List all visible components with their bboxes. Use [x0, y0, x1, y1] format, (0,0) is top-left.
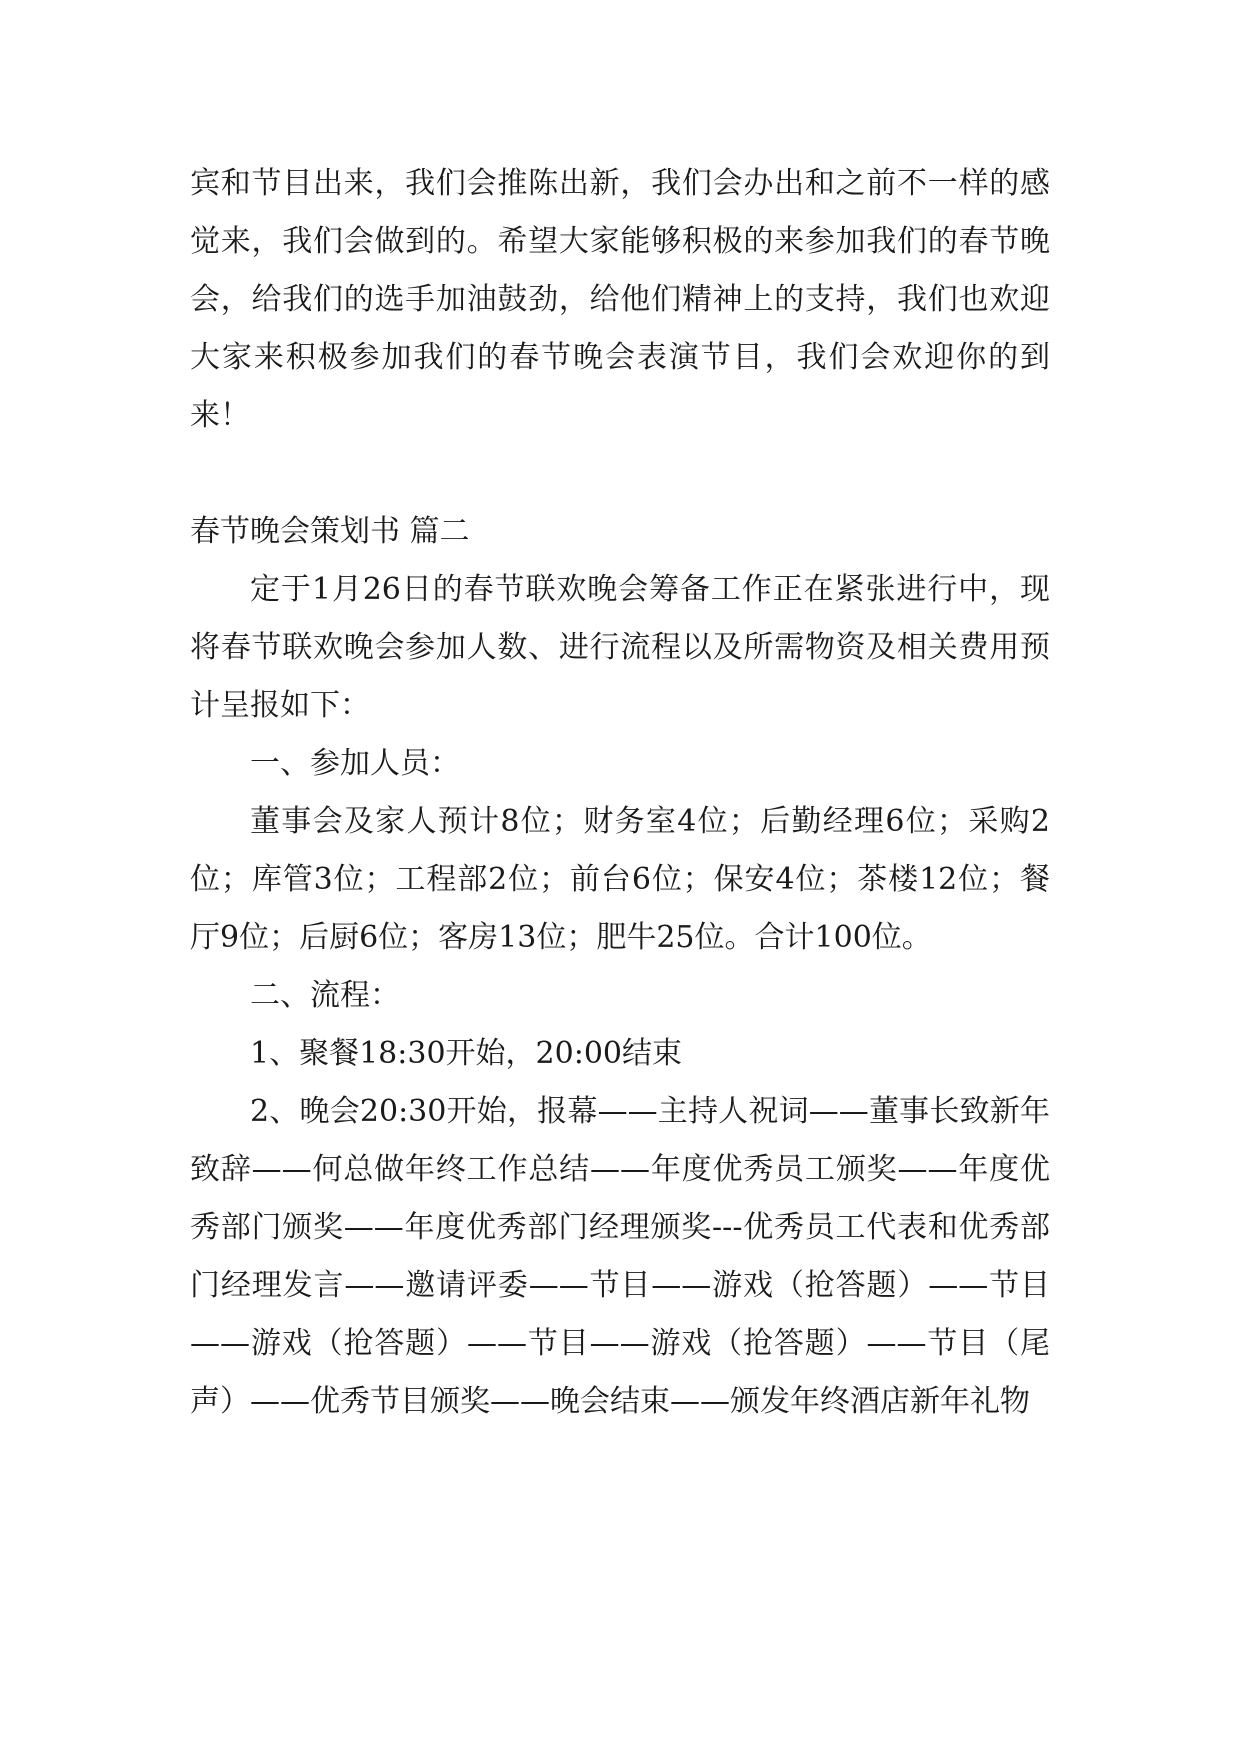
paragraph-schedule-intro: 定于1月26日的春节联欢晚会筹备工作正在紧张进行中，现将春节联欢晚会参加人数、进行流程以及所需物资及相关费用预计呈报如下： — [190, 572, 1050, 723]
section-title: 春节晚会策划书 篇二 — [190, 514, 470, 549]
document-body — [190, 155, 1050, 1431]
heading-participants: 一、参加人员： — [250, 746, 460, 781]
paragraph-participants: 董事会及家人预计8位；财务室4位；后勤经理6位；采购2位；库管3位；工程部2位；前台6位；保安4位；茶楼12位；餐厅9位；后厨6位；客房13位；肥牛25位。合计100位。 — [190, 804, 1050, 955]
intro-paragraph: 宾和节目出来，我们会推陈出新，我们会办出和之前不一样的感觉来，我们会做到的。希望大家能够积极的来参加我们的春节晚会，给我们的选手加油鼓劲，给他们精神上的支持，我们也欢迎大家来积极参加我们的春节晚会表演节目，我们会欢迎你的到来！ — [190, 166, 1050, 433]
paragraph-dinner: 1、聚餐18:30开始，20:00结束 — [250, 1036, 682, 1071]
paragraph-gala-flow: 2、晚会20:30开始，报幕——主持人祝词——董事长致新年致辞——何总做年终工作总结——年度优秀员工颁奖——年度优秀部门颁奖——年度优秀部门经理颁奖---优秀员工代表和优秀部门经理发言——邀请评委——节目——游戏（抢答题）——节目——游戏（抢答题）——节目——游戏（抢答题）——节目（尾声）——优秀节目颁奖——晚会结束——颁发年终酒店新年礼物 — [190, 1094, 1050, 1419]
heading-process: 二、流程： — [250, 978, 400, 1013]
